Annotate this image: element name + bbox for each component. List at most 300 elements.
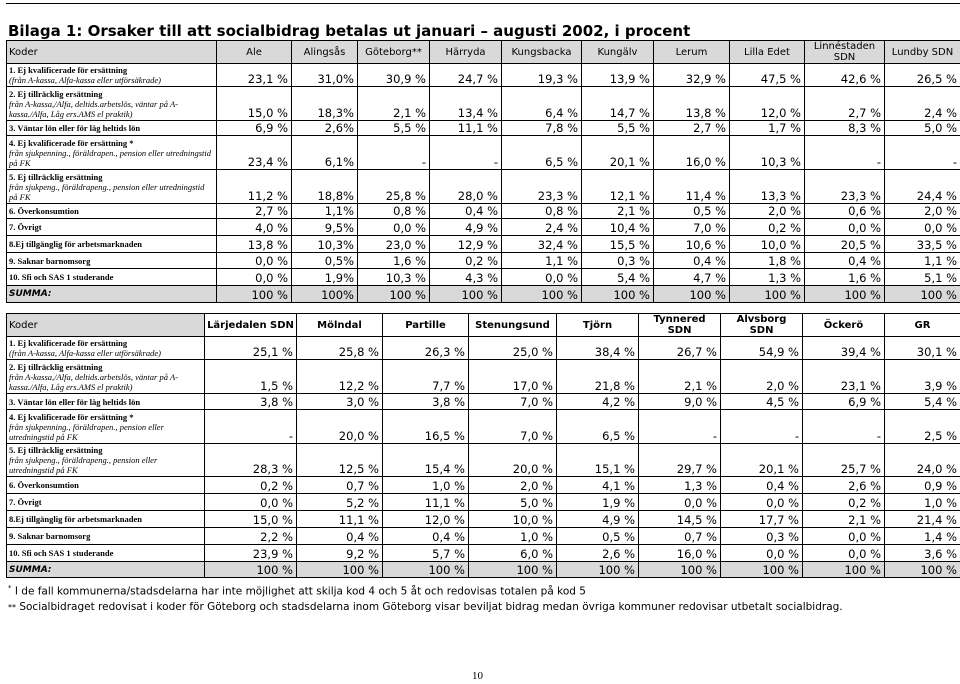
- row-label-note: från A-kassa,/Alfa, deltids.arbetslös, väntar på A-kassa./Alfa, Låg ers.AMS el praktik): [9, 371, 178, 392]
- value-cell: 9,0 %: [639, 394, 721, 410]
- value-cell: 13,4 %: [430, 87, 502, 121]
- sum-value-cell: 100 %: [217, 286, 292, 303]
- sum-value-cell: 100 %: [805, 286, 885, 303]
- column-header: Tjörn: [557, 314, 639, 337]
- value-cell: 28,0 %: [430, 170, 502, 204]
- sum-value-cell: 100 %: [803, 562, 885, 578]
- value-cell: 33,5 %: [885, 236, 960, 253]
- value-cell: 20,1 %: [582, 136, 654, 170]
- value-cell: 6,5 %: [557, 410, 639, 444]
- value-cell: 13,3 %: [730, 170, 805, 204]
- value-cell: 23,9 %: [205, 545, 297, 562]
- value-cell: -: [205, 410, 297, 444]
- value-cell: 1,9%: [292, 269, 358, 286]
- value-cell: 6,5 %: [502, 136, 582, 170]
- value-cell: 0,0 %: [803, 528, 885, 545]
- value-cell: 4,1 %: [557, 477, 639, 494]
- value-cell: 28,3 %: [205, 444, 297, 477]
- row-label: [7, 410, 205, 444]
- value-cell: 6,4 %: [502, 87, 582, 121]
- value-cell: 20,5 %: [805, 236, 885, 253]
- value-cell: 12,2 %: [297, 360, 383, 394]
- row-label-code: 8.Ej tillgänglig för arbetsmarknaden: [9, 514, 143, 524]
- row-label: [7, 360, 205, 394]
- value-cell: 1,1 %: [502, 253, 582, 269]
- value-cell: 2,1 %: [803, 511, 885, 528]
- value-cell: 5,7 %: [383, 545, 469, 562]
- row-label: [7, 528, 205, 545]
- sum-value-cell: 100 %: [297, 562, 383, 578]
- value-cell: 1,5 %: [205, 360, 297, 394]
- value-cell: 8,3 %: [805, 121, 885, 136]
- value-cell: 21,8 %: [557, 360, 639, 394]
- table-row: [7, 269, 960, 286]
- table-row: [7, 444, 960, 477]
- row-label-note: (från A-kassa, Alfa-kassa eller utförsäkrade): [9, 348, 161, 358]
- value-cell: 21,4 %: [885, 511, 960, 528]
- value-cell: 1,0 %: [469, 528, 557, 545]
- sum-row: [7, 562, 960, 578]
- value-cell: 24,0 %: [885, 444, 960, 477]
- value-cell: 23,1 %: [803, 360, 885, 394]
- value-cell: 1,6 %: [805, 269, 885, 286]
- value-cell: 54,9 %: [721, 337, 803, 360]
- header-row: [7, 41, 960, 64]
- value-cell: -: [639, 410, 721, 444]
- column-header: Stenungsund: [469, 314, 557, 337]
- value-cell: 5,1 %: [885, 269, 960, 286]
- row-label: [7, 87, 217, 121]
- row-label-note: från sjukpenning., föräldrapen., pension eller utredningstid på FK: [9, 421, 164, 442]
- row-label-code: 1. Ej kvalificerade för ersättning: [9, 338, 128, 348]
- column-header: Öckerö: [803, 314, 885, 337]
- value-cell: -: [358, 136, 430, 170]
- value-cell: 4,7 %: [654, 269, 730, 286]
- row-label: [7, 337, 205, 360]
- sum-value-cell: 100%: [292, 286, 358, 303]
- value-cell: 0,0 %: [803, 545, 885, 562]
- value-cell: 24,4 %: [885, 170, 960, 204]
- value-cell: 0,7 %: [297, 477, 383, 494]
- value-cell: 0,4 %: [805, 253, 885, 269]
- value-cell: 0,0 %: [721, 494, 803, 511]
- value-cell: 3,8 %: [383, 394, 469, 410]
- table-row: [7, 219, 960, 236]
- value-cell: 11,2 %: [217, 170, 292, 204]
- value-cell: 13,8 %: [654, 87, 730, 121]
- row-label: [7, 269, 217, 286]
- column-header: Göteborg**: [358, 41, 430, 64]
- value-cell: 25,8 %: [358, 170, 430, 204]
- row-label-code: 3. Väntar lön eller för låg heltids lön: [9, 396, 141, 407]
- value-cell: 11,1 %: [297, 511, 383, 528]
- row-label-note: från sjukpeng., föräldrapeng., pension eller utredningstid på FK: [9, 181, 205, 202]
- value-cell: 13,9 %: [582, 64, 654, 87]
- value-cell: 15,5 %: [582, 236, 654, 253]
- value-cell: 9,5%: [292, 219, 358, 236]
- value-cell: 10,3 %: [358, 269, 430, 286]
- column-header: Kungälv: [582, 41, 654, 64]
- column-header: Tynnered SDN: [639, 314, 721, 337]
- value-cell: 15,0 %: [205, 511, 297, 528]
- value-cell: 0,0 %: [885, 219, 960, 236]
- sum-label: SUMMA:: [7, 286, 217, 303]
- value-cell: 32,9 %: [654, 64, 730, 87]
- table-row: [7, 236, 960, 253]
- value-cell: 2,1 %: [582, 204, 654, 219]
- value-cell: 23,0 %: [358, 236, 430, 253]
- sum-value-cell: 100 %: [639, 562, 721, 578]
- value-cell: 11,4 %: [654, 170, 730, 204]
- sum-value-cell: 100 %: [557, 562, 639, 578]
- value-cell: 10,3 %: [730, 136, 805, 170]
- value-cell: 2,1 %: [358, 87, 430, 121]
- value-cell: 29,7 %: [639, 444, 721, 477]
- value-cell: -: [430, 136, 502, 170]
- sum-value-cell: 100 %: [383, 562, 469, 578]
- value-cell: 4,2 %: [557, 394, 639, 410]
- row-label-code: 2. Ej tillräcklig ersättning: [9, 88, 103, 99]
- footnote-2-text: Socialbidraget redovisat i koder för Göteborg och stadsdelarna inom Göteborg visar beviljat bidrag medan övriga kommuner redovisar utbetalt socialbidrag.: [19, 601, 843, 613]
- value-cell: 38,4 %: [557, 337, 639, 360]
- value-cell: 2,2 %: [205, 528, 297, 545]
- sum-row: [7, 286, 960, 303]
- value-cell: 0,0 %: [217, 253, 292, 269]
- value-cell: 26,7 %: [639, 337, 721, 360]
- value-cell: 30,9 %: [358, 64, 430, 87]
- row-label-code: 3. Väntar lön eller för låg heltids lön: [9, 123, 141, 133]
- table-row: [7, 170, 960, 204]
- value-cell: 0,2 %: [430, 253, 502, 269]
- value-cell: 4,3 %: [430, 269, 502, 286]
- value-cell: 0,0 %: [721, 545, 803, 562]
- value-cell: 1,1 %: [885, 253, 960, 269]
- value-cell: 2,5 %: [885, 410, 960, 444]
- value-cell: 32,4 %: [502, 236, 582, 253]
- table-row: [7, 410, 960, 444]
- value-cell: 1,8 %: [730, 253, 805, 269]
- row-label: [7, 253, 217, 269]
- column-header: Lerum: [654, 41, 730, 64]
- value-cell: 0,8 %: [358, 204, 430, 219]
- value-cell: 2,7 %: [654, 121, 730, 136]
- row-label: [7, 64, 217, 87]
- page-number: 10: [472, 670, 483, 682]
- sum-value-cell: 100 %: [730, 286, 805, 303]
- value-cell: 0,2 %: [803, 494, 885, 511]
- table-row: [7, 477, 960, 494]
- row-label-code: 4. Ej kvalificerade för ersättning *: [9, 137, 134, 148]
- table-row: [7, 394, 960, 410]
- value-cell: 20,0 %: [469, 444, 557, 477]
- column-header: Alingsås: [292, 41, 358, 64]
- value-cell: 0,0 %: [217, 269, 292, 286]
- value-cell: 1,3 %: [730, 269, 805, 286]
- column-header: GR: [885, 314, 960, 337]
- value-cell: 12,0 %: [383, 511, 469, 528]
- value-cell: 12,0 %: [730, 87, 805, 121]
- row-label-code: 7. Övrigt: [9, 497, 42, 507]
- value-cell: 0,3 %: [721, 528, 803, 545]
- value-cell: 12,5 %: [297, 444, 383, 477]
- value-cell: 0,8 %: [502, 204, 582, 219]
- row-label-code: 9. Saknar barnomsorg: [9, 255, 91, 266]
- footnote-2: [8, 601, 843, 613]
- table-row: [7, 528, 960, 545]
- value-cell: 16,5 %: [383, 410, 469, 444]
- value-cell: 20,0 %: [297, 410, 383, 444]
- value-cell: 0,7 %: [639, 528, 721, 545]
- table-row: [7, 337, 960, 360]
- table-row: [7, 545, 960, 562]
- value-cell: 2,1 %: [639, 360, 721, 394]
- value-cell: 2,0 %: [885, 204, 960, 219]
- value-cell: 7,8 %: [502, 121, 582, 136]
- value-cell: 0,4 %: [721, 477, 803, 494]
- row-label-code: 5. Ej tillräcklig ersättning: [9, 171, 103, 182]
- value-cell: 7,0 %: [469, 410, 557, 444]
- value-cell: 13,8 %: [217, 236, 292, 253]
- value-cell: 7,0 %: [469, 394, 557, 410]
- value-cell: 16,0 %: [654, 136, 730, 170]
- value-cell: 5,5 %: [358, 121, 430, 136]
- value-cell: 23,3 %: [502, 170, 582, 204]
- value-cell: 2,7 %: [217, 204, 292, 219]
- value-cell: 5,4 %: [885, 394, 960, 410]
- value-cell: 4,9 %: [430, 219, 502, 236]
- table-row: [7, 494, 960, 511]
- value-cell: 14,5 %: [639, 511, 721, 528]
- value-cell: 9,2 %: [297, 545, 383, 562]
- value-cell: 5,2 %: [297, 494, 383, 511]
- value-cell: 10,3%: [292, 236, 358, 253]
- value-cell: 5,4 %: [582, 269, 654, 286]
- table-municipalities-1: [6, 40, 960, 303]
- column-header-koder: Koder: [7, 41, 217, 64]
- value-cell: 1,1%: [292, 204, 358, 219]
- row-label: [7, 204, 217, 219]
- value-cell: 2,6%: [292, 121, 358, 136]
- value-cell: 25,7 %: [803, 444, 885, 477]
- table-row: [7, 511, 960, 528]
- row-label: [7, 511, 205, 528]
- value-cell: 2,0 %: [469, 477, 557, 494]
- row-label-code: 6. Överkonsumtion: [9, 206, 79, 216]
- value-cell: 4,5 %: [721, 394, 803, 410]
- value-cell: 20,1 %: [721, 444, 803, 477]
- value-cell: 0,4 %: [430, 204, 502, 219]
- row-label-note: från sjukpenning., föräldrapen., pension eller utredningstid på FK: [9, 147, 212, 168]
- value-cell: 1,7 %: [730, 121, 805, 136]
- value-cell: 17,7 %: [721, 511, 803, 528]
- value-cell: 39,4 %: [803, 337, 885, 360]
- value-cell: 5,0 %: [469, 494, 557, 511]
- column-header: Mölndal: [297, 314, 383, 337]
- value-cell: 18,3%: [292, 87, 358, 121]
- value-cell: 0,5 %: [654, 204, 730, 219]
- sum-value-cell: 100 %: [502, 286, 582, 303]
- row-label: [7, 394, 205, 410]
- sum-value-cell: 100 %: [430, 286, 502, 303]
- value-cell: 1,6 %: [358, 253, 430, 269]
- value-cell: 2,4 %: [885, 87, 960, 121]
- value-cell: 12,9 %: [430, 236, 502, 253]
- value-cell: 0,6 %: [805, 204, 885, 219]
- value-cell: 12,1 %: [582, 170, 654, 204]
- value-cell: 6,9 %: [217, 121, 292, 136]
- row-label-code: 6. Överkonsumtion: [9, 480, 79, 490]
- value-cell: 26,5 %: [885, 64, 960, 87]
- value-cell: 15,1 %: [557, 444, 639, 477]
- row-label-note: från A-kassa,/Alfa, deltids.arbetslös, väntar på A-kassa./Alfa, Låg ers.AMS el praktik): [9, 98, 178, 119]
- value-cell: 18,8%: [292, 170, 358, 204]
- sum-value-cell: 100 %: [205, 562, 297, 578]
- footnote-1-mark: *: [8, 584, 12, 592]
- value-cell: 5,0 %: [885, 121, 960, 136]
- footnote-1-text: I de fall kommunerna/stadsdelarna har inte möjlighet att skilja kod 4 och 5 åt och redovisas totalen på kod 5: [14, 585, 586, 598]
- row-label-code: 5. Ej tillräcklig ersättning: [9, 445, 103, 455]
- value-cell: 42,6 %: [805, 64, 885, 87]
- row-label-code: 2. Ej tillräcklig ersättning: [9, 361, 103, 372]
- column-header: Älvsborg SDN: [721, 314, 803, 337]
- value-cell: 6,1%: [292, 136, 358, 170]
- value-cell: -: [805, 136, 885, 170]
- value-cell: 15,4 %: [383, 444, 469, 477]
- value-cell: 1,9 %: [557, 494, 639, 511]
- value-cell: 47,5 %: [730, 64, 805, 87]
- value-cell: 3,0 %: [297, 394, 383, 410]
- value-cell: 1,0 %: [885, 494, 960, 511]
- value-cell: 10,6 %: [654, 236, 730, 253]
- value-cell: 3,9 %: [885, 360, 960, 394]
- footnote-2-mark: **: [8, 603, 16, 612]
- column-header: Lilla Edet: [730, 41, 805, 64]
- row-label: [7, 494, 205, 511]
- value-cell: 2,6 %: [557, 545, 639, 562]
- value-cell: 15,0 %: [217, 87, 292, 121]
- footnote-1: [8, 584, 586, 598]
- value-cell: 5,5 %: [582, 121, 654, 136]
- value-cell: 10,0 %: [730, 236, 805, 253]
- sum-value-cell: 100 %: [721, 562, 803, 578]
- row-label-code: 1. Ej kvalificerade för ersättning: [9, 65, 128, 75]
- row-label-code: 10. Sfi och SAS 1 studerande: [9, 272, 114, 282]
- table-row: [7, 87, 960, 121]
- row-label-code: 10. Sfi och SAS 1 studerande: [9, 548, 114, 558]
- value-cell: 1,3 %: [639, 477, 721, 494]
- value-cell: 4,0 %: [217, 219, 292, 236]
- value-cell: 0,2 %: [730, 219, 805, 236]
- value-cell: 26,3 %: [383, 337, 469, 360]
- value-cell: 2,7 %: [805, 87, 885, 121]
- value-cell: 0,3 %: [582, 253, 654, 269]
- value-cell: 1,0 %: [383, 477, 469, 494]
- row-label: [7, 236, 217, 253]
- sum-value-cell: 100 %: [582, 286, 654, 303]
- column-header: Ale: [217, 41, 292, 64]
- value-cell: 25,1 %: [205, 337, 297, 360]
- value-cell: 6,0 %: [469, 545, 557, 562]
- column-header: Partille: [383, 314, 469, 337]
- row-label: [7, 170, 217, 204]
- table-row: [7, 121, 960, 136]
- sum-label: SUMMA:: [7, 562, 205, 578]
- value-cell: 2,6 %: [803, 477, 885, 494]
- column-header: Lundby SDN: [885, 41, 960, 64]
- value-cell: 2,0 %: [721, 360, 803, 394]
- value-cell: 11,1 %: [383, 494, 469, 511]
- row-label-note: från sjukpeng., föräldrapeng., pension eller utredningstid på FK: [9, 455, 158, 475]
- sum-value-cell: 100 %: [885, 286, 960, 303]
- row-label: [7, 477, 205, 494]
- value-cell: 7,0 %: [654, 219, 730, 236]
- value-cell: 31,0%: [292, 64, 358, 87]
- value-cell: 25,0 %: [469, 337, 557, 360]
- value-cell: 23,3 %: [805, 170, 885, 204]
- value-cell: 0,9 %: [885, 477, 960, 494]
- value-cell: 3,6 %: [885, 545, 960, 562]
- table-row: [7, 204, 960, 219]
- value-cell: 1,4 %: [885, 528, 960, 545]
- column-header: Linnéstaden SDN: [805, 41, 885, 64]
- value-cell: 2,4 %: [502, 219, 582, 236]
- value-cell: 6,9 %: [803, 394, 885, 410]
- page-title: Bilaga 1: Orsaker till att socialbidrag betalas ut januari – augusti 2002, i procent: [8, 22, 691, 40]
- value-cell: 0,0 %: [639, 494, 721, 511]
- top-rule: [6, 3, 960, 4]
- value-cell: 19,3 %: [502, 64, 582, 87]
- sum-value-cell: 100 %: [885, 562, 960, 578]
- column-header: Lärjedalen SDN: [205, 314, 297, 337]
- value-cell: 2,0 %: [730, 204, 805, 219]
- value-cell: 0,5%: [292, 253, 358, 269]
- table-municipalities-2: [6, 313, 960, 578]
- value-cell: 3,8 %: [205, 394, 297, 410]
- value-cell: 14,7 %: [582, 87, 654, 121]
- value-cell: 0,5 %: [557, 528, 639, 545]
- row-label: [7, 121, 217, 136]
- row-label-code: 9. Saknar barnomsorg: [9, 531, 91, 541]
- sum-value-cell: 100 %: [654, 286, 730, 303]
- row-label: [7, 136, 217, 170]
- value-cell: 23,4 %: [217, 136, 292, 170]
- row-label-code: 8.Ej tillgänglig för arbetsmarknaden: [9, 239, 143, 249]
- column-header: Kungsbacka: [502, 41, 582, 64]
- value-cell: 0,4 %: [654, 253, 730, 269]
- value-cell: 30,1 %: [885, 337, 960, 360]
- value-cell: 23,1 %: [217, 64, 292, 87]
- header-row: [7, 314, 960, 337]
- row-label: [7, 444, 205, 477]
- value-cell: 11,1 %: [430, 121, 502, 136]
- sum-value-cell: 100 %: [358, 286, 430, 303]
- value-cell: 0,0 %: [805, 219, 885, 236]
- value-cell: -: [721, 410, 803, 444]
- table-row: [7, 253, 960, 269]
- value-cell: -: [885, 136, 960, 170]
- sum-value-cell: 100 %: [469, 562, 557, 578]
- value-cell: 10,4 %: [582, 219, 654, 236]
- value-cell: 0,0 %: [205, 494, 297, 511]
- row-label: [7, 545, 205, 562]
- table-row: [7, 360, 960, 394]
- value-cell: 17,0 %: [469, 360, 557, 394]
- value-cell: 0,4 %: [383, 528, 469, 545]
- row-label-code: 4. Ej kvalificerade för ersättning *: [9, 411, 134, 422]
- column-header-koder: Koder: [7, 314, 205, 337]
- table-row: [7, 64, 960, 87]
- row-label-code: 7. Övrigt: [9, 222, 42, 232]
